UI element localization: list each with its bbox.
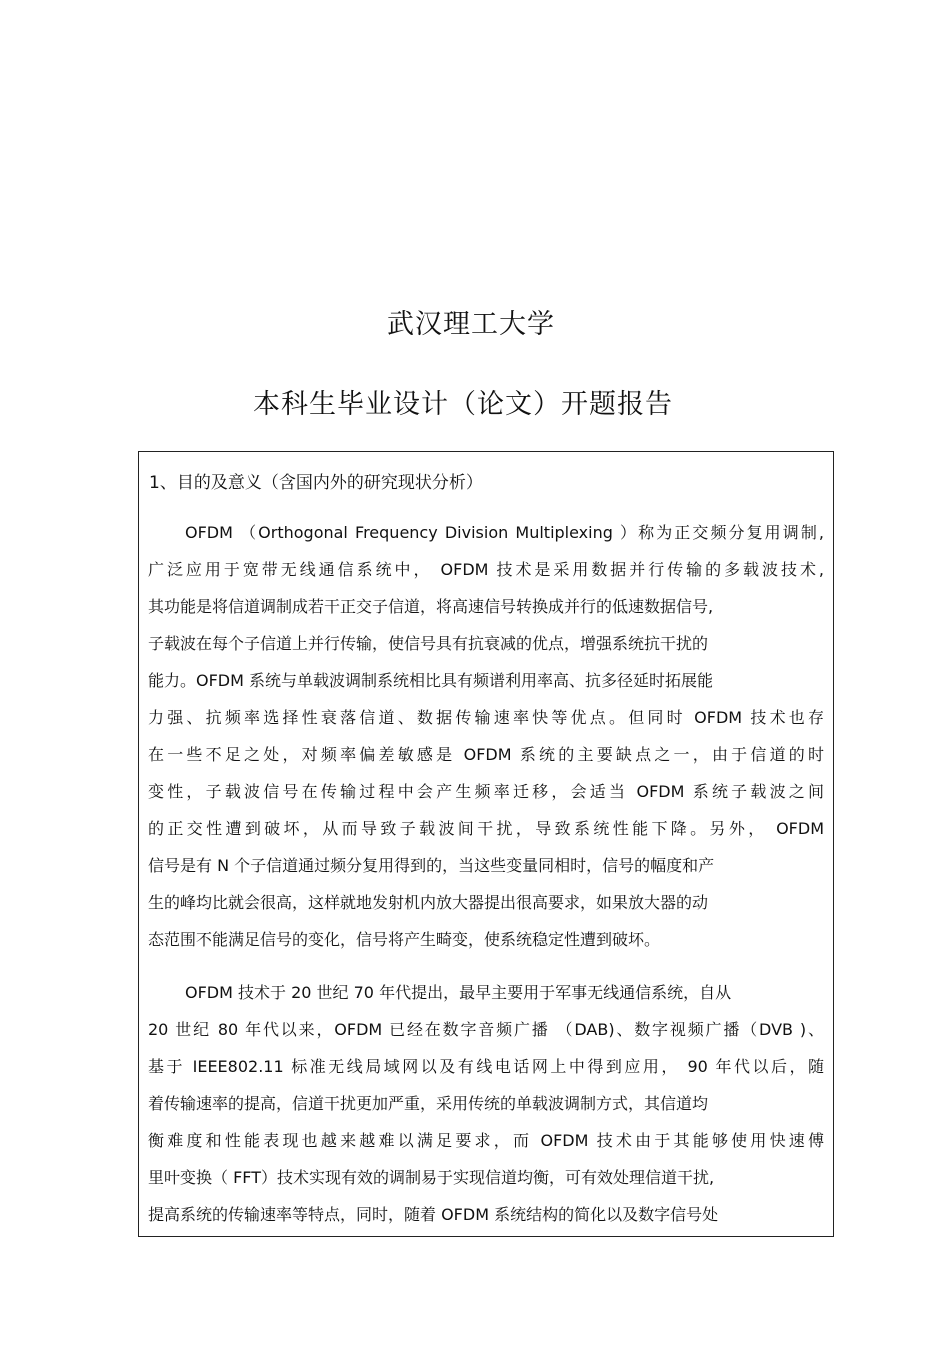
paragraph2-line: 着传输速率的提高，信道干扰更加严重，采用传统的单载波调制方式，其信道均 <box>148 1094 709 1113</box>
paragraph1-line: 能力。OFDM 系统与单载波调制系统相比具有频谱利用率高、抗多径延时拓展能 <box>148 671 714 690</box>
paragraph1-line: 广泛应用于宽带无线通信系统中， OFDM 技术是采用数据并行传输的多载波技术, <box>148 560 824 579</box>
paragraph1-line: 变性，子载波信号在传输过程中会产生频率迁移，会适当 OFDM 系统子载波之间 <box>148 782 824 801</box>
paragraph1-line: 力强、抗频率选择性衰落信道、数据传输速率快等优点。但同时 OFDM 技术也存 <box>148 708 824 727</box>
paragraph2-line: 里叶变换（ FFT）技术实现有效的调制易于实现信道均衡，可有效处理信道干扰, <box>148 1168 715 1187</box>
paragraph1-line: 生的峰均比就会很高，这样就地发射机内放大器提出很高要求，如果放大器的动 <box>148 893 709 912</box>
paragraph2-line: 20 世纪 80 年代以来，OFDM 已经在数字音频广播 （DAB)、数字视频广播（DVB )、 <box>148 1020 824 1039</box>
university-name: 武汉理工大学 <box>387 309 555 340</box>
paragraph1-line: 信号是有 N 个子信道通过频分复用得到的，当这些变量同相时，信号的幅度和产 <box>148 856 715 875</box>
paragraph1-line: 在一些不足之处，对频率偏差敏感是 OFDM 系统的主要缺点之一，由于信道的时 <box>148 745 824 764</box>
paragraph1-line: 其功能是将信道调制成若干正交子信道，将高速信号转换成并行的低速数据信号, <box>148 597 714 616</box>
report-title: 本科生毕业设计（论文）开题报告 <box>253 389 673 420</box>
paragraph1-line: 子载波在每个子信道上并行传输，使信号具有抗衰减的优点，增强系统抗干扰的 <box>148 634 709 653</box>
paragraph2-line: 提高系统的传输速率等特点，同时，随着 OFDM 系统结构的简化以及数字信号处 <box>148 1205 719 1224</box>
paragraph2-line: 衡难度和性能表现也越来越难以满足要求，而 OFDM 技术由于其能够使用快速傅 <box>148 1131 824 1150</box>
paragraph1-line: 的正交性遭到破坏，从而导致子载波间干扰，导致系统性能下降。另外， OFDM <box>148 819 824 838</box>
section-heading: 1、目的及意义（含国内外的研究现状分析） <box>149 473 483 493</box>
report-content-box <box>138 451 834 1237</box>
paragraph2-line: 基于 IEEE802.11 标准无线局域网以及有线电话网上中得到应用， 90 年代以后，随 <box>148 1057 824 1076</box>
paragraph2-line: OFDM 技术于 20 世纪 70 年代提出，最早主要用于军事无线通信系统，自从 <box>185 983 732 1002</box>
paragraph1-line: 态范围不能满足信号的变化，信号将产生畸变，使系统稳定性遭到破坏。 <box>148 930 661 949</box>
paragraph1-line: OFDM （Orthogonal Frequency Division Multiplexing ）称为正交频分复用调制, <box>185 523 824 542</box>
